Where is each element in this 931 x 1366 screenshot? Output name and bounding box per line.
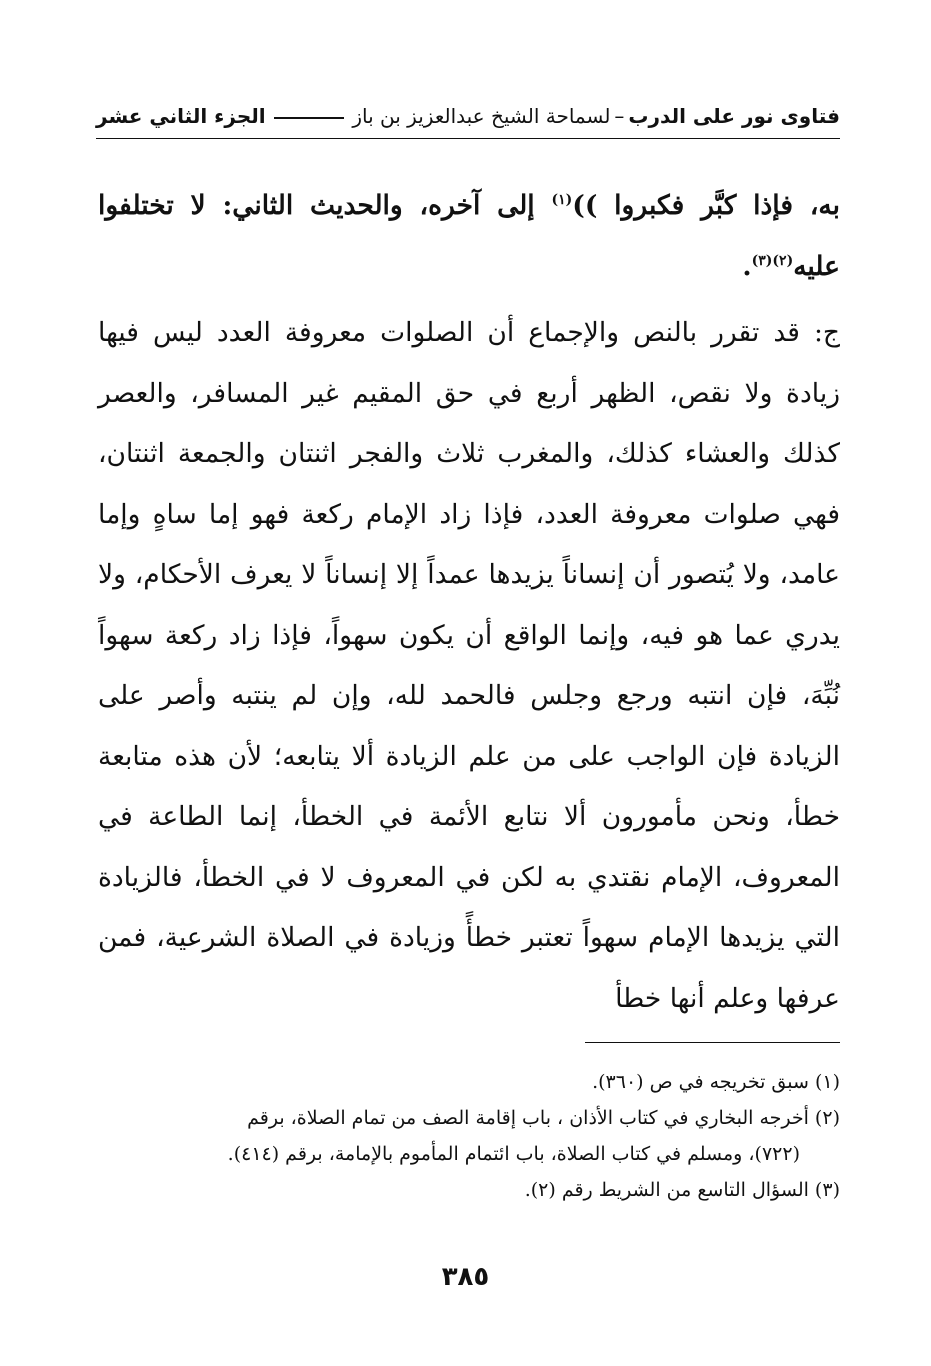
running-header bbox=[96, 96, 840, 136]
header-separator: – bbox=[614, 104, 625, 128]
footnote-3: (٣) السؤال التاسع من الشريط رقم (٢). bbox=[524, 1179, 840, 1201]
paragraph-answer: ج: قد تقرر بالنص والإجماع أن الصلوات معروفة العدد ليس فيها زيادة ولا نقص، الظهر أربع في حق المقيم غير المسافر، والعصر كذلك والعشاء كذلك، والمغرب ثلاث والفجر اثنتان والجمعة اثنتان، فهي صلوات معروفة العدد، فإذا زاد الإمام ركعة فهو إما ساهٍ وإما عامد، ولا يُتصور أن إنساناً يزيدها عمداً إلا إنساناً لا يعرف الأحكام، ولا يدري عما هو فيه، وإنما الواقع أن يكون سهواً، فإذا زاد ركعة سهواً نُبِّهَ، فإن انتبه ورجع وجلس فالحمد لله، وإن لم ينتبه وأصر على الزيادة فإن الواجب على من علم الزيادة ألا يتابعه؛ لأن هذه متابعة خطأ، ونحن مأمورون ألا نتابع الأئمة في الخطأ، إنما الطاعة في المعروف، الإمام نقتدي به لكن في المعروف لا في الخطأ، فالزيادة التي يزيدها الإمام سهواً تعتبر خطأً وزيادة في الصلاة الشرعية، فمن عرفها وعلم أنها خطأ bbox=[98, 317, 840, 1014]
footnote-separator bbox=[585, 1042, 840, 1043]
footnotes bbox=[98, 1064, 840, 1208]
hadith-period: . bbox=[742, 250, 752, 282]
author-name: لسماحة الشيخ عبدالعزيز بن باز bbox=[352, 104, 611, 128]
main-text bbox=[98, 176, 840, 1029]
footnote-2: (٢) أخرجه البخاري في كتاب الأذان ، باب إقامة الصف من تمام الصلاة، برقم bbox=[247, 1107, 840, 1129]
series-title: فتاوى نور على الدرب bbox=[628, 104, 840, 128]
footnote-ref-2-3[interactable]: (٢)(٣) bbox=[751, 252, 794, 269]
header-dash-rule bbox=[274, 117, 345, 119]
header-underline bbox=[96, 138, 840, 139]
footnote-2-continued: (٧٢٢)، ومسلم في كتاب الصلاة، باب ائتمام المأموم بالإمامة، برقم (٤١٤). bbox=[227, 1143, 800, 1165]
footnote-1: (١) سبق تخريجه في ص (٣٦٠). bbox=[592, 1071, 840, 1093]
page-number: ٣٨٥ bbox=[441, 1262, 490, 1292]
volume-title: الجزء الثاني عشر bbox=[96, 104, 266, 128]
footnote-ref-1[interactable]: (١) bbox=[551, 192, 573, 209]
hadith-text-start: به، فإذا كبَّر فكبروا )) bbox=[572, 190, 841, 221]
paragraph-hadith bbox=[98, 176, 840, 297]
hadith-text-end: إلى آخره، والحديث الثاني: لا تختلفوا عليه bbox=[98, 190, 840, 282]
